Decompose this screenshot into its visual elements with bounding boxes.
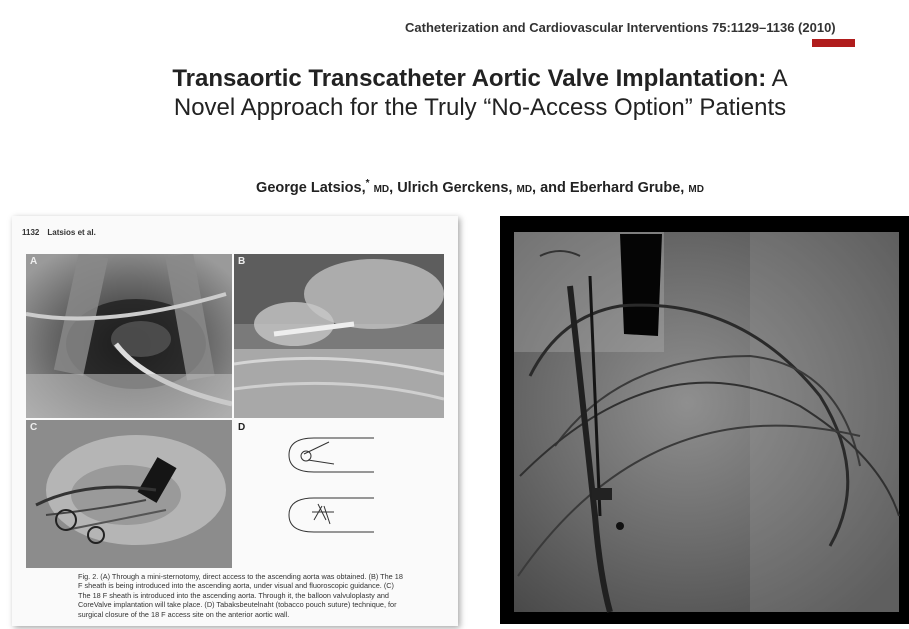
article-title-bold: Transaortic Transcatheter Aortic Valve Implantation: [172, 65, 767, 92]
author-mark: * [365, 178, 370, 189]
running-head: Latsios et al. [47, 228, 96, 237]
surgical-photo-b [234, 254, 444, 418]
figure-panel-b [234, 254, 444, 418]
figure-panel-a [26, 254, 232, 418]
author-degree: MD [688, 183, 704, 195]
article-page-scan [12, 216, 458, 626]
surgical-photo-c [26, 420, 232, 568]
journal-citation: Catheterization and Cardiovascular Interventions 75:1129–1136 (2010) [405, 20, 836, 35]
figure-panel-c [26, 420, 232, 568]
author-name: George Latsios, [256, 179, 366, 196]
panel-label: A [30, 256, 38, 267]
figure-caption: Fig. 2. (A) Through a mini-sternotomy, direct access to the ascending aorta was obtained. (B) The 18 F sheath is being introduced into the ascending aorta, under visual and fluoroscopic guidance. (C) The 18 F sheath is introduced into the ascending aorta. Through it, the balloon valvuloplasty and CoreValve implantation will take place. (D) Tabaksbeutelnaht (tobacco pouch suture) technique, for surgical closure of the 18 F access site on the anterior aortic wall. [78, 572, 403, 619]
panel-label: D [238, 422, 246, 433]
suture-diagram [234, 420, 444, 568]
panel-label: B [238, 256, 246, 267]
fluoroscopy-image [500, 216, 909, 624]
fluoroscopy-xray [500, 216, 909, 624]
author-degree: MD [373, 183, 390, 195]
page-number: 1132 [22, 228, 40, 237]
journal-accent-bar [812, 39, 855, 47]
panel-label: C [30, 422, 38, 433]
author-name: Ulrich Gerckens, [397, 179, 513, 196]
author-degree: MD [516, 183, 533, 195]
surgical-photo-a [26, 254, 232, 418]
article-title-rest: A Novel Approach for the Truly “No-Access Option” Patients [173, 65, 788, 121]
article-title [150, 64, 810, 122]
article-authors: George Latsios,* MD, Ulrich Gerckens, MD, and Eberhard Grube, MD [256, 178, 704, 196]
figure-panel-d [234, 420, 444, 568]
author-name: and Eberhard Grube, [540, 179, 685, 196]
page-header [22, 228, 104, 237]
